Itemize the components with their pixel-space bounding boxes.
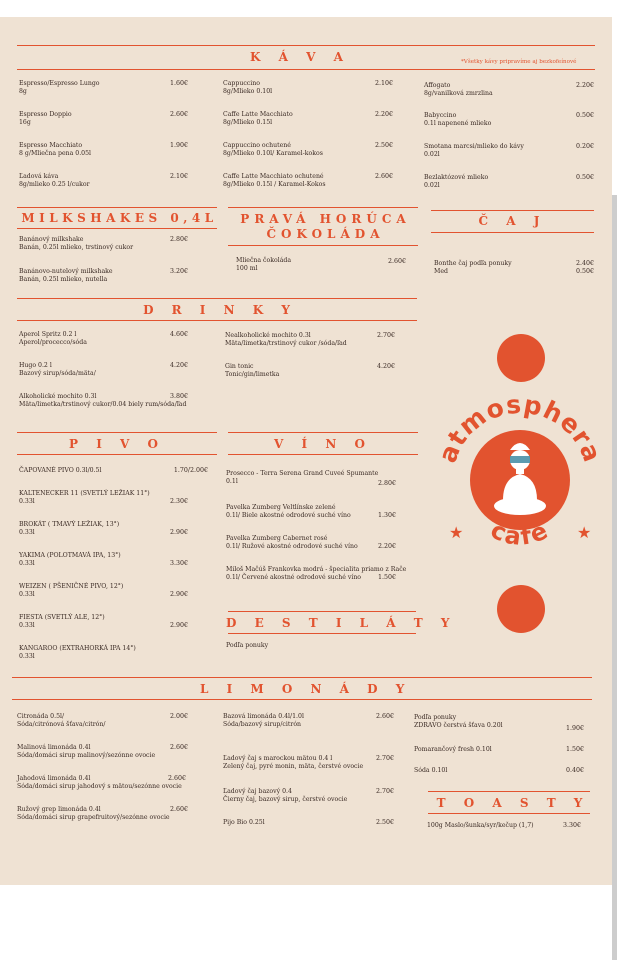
pivo-bottom-rule bbox=[17, 454, 217, 455]
limonady-item: Bazová limonáda 0.4l/1.0l Sóda/bazový sirup/citrón bbox=[223, 713, 304, 728]
logo-star-left: ★ bbox=[449, 523, 464, 542]
drinky-item: Aperol Spritz 0.2 l Aperol/procecco/sóda bbox=[19, 331, 87, 346]
limonady-item: Malinová limonáda 0.4l Sóda/domáci sirup malinový/sezónne ovocie bbox=[17, 744, 156, 759]
kava-bottom-rule bbox=[17, 69, 595, 70]
pivo-item: WEIZEN ( PŠENIČNÉ PIVO, 12°) 0.33l bbox=[19, 583, 124, 598]
logo-star-right: ★ bbox=[577, 523, 592, 542]
limonady-item: Jahodová limonáda 0.4l Sóda/domáci sirup jahodový s mätou/sezónne ovocie bbox=[17, 775, 182, 790]
drinky-item: Gin tonic Tonic/gin/limetka bbox=[225, 363, 280, 378]
milkshakes-bottom-rule bbox=[17, 228, 217, 229]
pivo-item: BROKÁT ( TMAVÝ LEŽIAK, 13°) 0.33l bbox=[19, 521, 120, 536]
kava-price: 1.90€ bbox=[169, 142, 188, 149]
kava-item: Cappuccino 8g/Mlieko 0.10l bbox=[223, 80, 273, 95]
caj-title: Č A J bbox=[478, 214, 547, 228]
destilaty-title: D E S T I L Á T Y bbox=[226, 616, 457, 630]
drinky-item: Nealkoholické mochito 0.3l Mäta/limetka/trstinový cukor /sóda/ľad bbox=[225, 332, 347, 347]
limonady-item: Citronáda 0.5l/ Sóda/citrónová šťava/citrón/ bbox=[17, 713, 106, 728]
limonady-title: L I M O N Á D Y bbox=[200, 682, 412, 696]
cokolada-title-line2: ČOKOLÁDA bbox=[266, 227, 385, 241]
limonady-item: Pomarančový fresh 0.10l bbox=[414, 746, 492, 753]
kava-item: Espresso/Espresso Lungo 8g bbox=[19, 80, 100, 95]
drinky-title: D R I N K Y bbox=[143, 303, 297, 317]
mask-icon bbox=[510, 456, 530, 463]
pivo-price: 2.90€ bbox=[169, 529, 188, 536]
drinky-price: 2.70€ bbox=[376, 332, 395, 339]
limonady-price: 2.00€ bbox=[169, 713, 188, 720]
toasty-price: 3.30€ bbox=[562, 822, 581, 829]
pivo-item: YAKIMA (POLOTMAVÁ IPA, 13°) 0.33l bbox=[19, 552, 121, 567]
cokolada-item: Mliečna čokoláda 100 ml bbox=[236, 257, 292, 272]
atmosphera-cafe-logo bbox=[425, 388, 615, 573]
kava-item: Cappuccino ochutené 8g/Mlieko 0.10l/ Karamel-kokos bbox=[223, 142, 323, 157]
destilaty-bottom-rule bbox=[228, 633, 416, 634]
kava-price: 2.10€ bbox=[169, 173, 188, 180]
kava-item: Bezlaktózové mlieko 0.02l bbox=[424, 174, 489, 189]
limonady-item: Ľadový čaj bazový 0.4 Čierny čaj, bazový sirup, čerstvé ovocie bbox=[223, 788, 348, 803]
vino-item: Prosecco - Terra Serena Grand Cuveé Spumante 0.1l bbox=[226, 470, 379, 485]
limonady-top-rule bbox=[12, 677, 592, 678]
kava-price: 0.20€ bbox=[575, 143, 594, 150]
cokolada-price: 2.60€ bbox=[387, 258, 406, 265]
kava-item: Babyccino 0.1l napenené mlieko bbox=[424, 112, 492, 127]
kava-top-rule bbox=[17, 45, 595, 46]
drinky-price: 4.20€ bbox=[376, 363, 395, 370]
caj-price: 2.40€ 0.50€ bbox=[575, 260, 594, 275]
vino-bottom-rule bbox=[228, 454, 418, 455]
kava-price: 2.20€ bbox=[374, 111, 393, 118]
limonady-price: 2.50€ bbox=[375, 819, 394, 826]
kava-item: Smotana marcsi/mlieko do kávy 0.02l bbox=[424, 143, 524, 158]
caj-top-rule bbox=[431, 210, 594, 211]
milkshake-item: Banánový milkshake Banán, 0.25l mlieko, trstinový cukor bbox=[19, 236, 134, 251]
drinky-price: 3.80€ bbox=[169, 393, 188, 400]
kava-item: Caffe Latte Macchiato ochutené 8g/Mlieko 0.15l / Karamel-Kokos bbox=[223, 173, 326, 188]
limonady-item: Sóda 0.10l bbox=[414, 767, 448, 774]
toasty-top-rule bbox=[428, 791, 590, 792]
limonady-item: Podľa ponuky ZDRAVO čerstvá šťava 0.20l bbox=[414, 714, 503, 729]
limonady-bottom-rule bbox=[12, 699, 592, 700]
cokolada-title-line1: PRAVÁ HORÚCA bbox=[240, 212, 411, 226]
pivo-price: 2.30€ bbox=[169, 498, 188, 505]
drinky-bottom-rule bbox=[17, 320, 417, 321]
vino-price: 1.30€ bbox=[377, 512, 396, 519]
limonady-price: 2.60€ bbox=[375, 713, 394, 720]
limonady-price: 2.70€ bbox=[375, 788, 394, 795]
caj-item: Bonthe čaj podľa ponuky Med bbox=[434, 260, 512, 275]
kava-item: Espresso Macchiato 8 g/Mliečna pena 0.05l bbox=[19, 142, 92, 157]
limonady-price: 2.60€ bbox=[169, 806, 188, 813]
drinky-item: Hugo 0.2 l Bazový sirup/sóda/mäta/ bbox=[19, 362, 96, 377]
milkshake-price: 3.20€ bbox=[169, 268, 188, 275]
pivo-top-rule bbox=[17, 432, 217, 433]
kava-price: 2.20€ bbox=[575, 82, 594, 89]
limonady-item: Pijo Bio 0.25l bbox=[223, 819, 265, 826]
milkshake-price: 2.80€ bbox=[169, 236, 188, 243]
cokolada-title bbox=[228, 212, 423, 242]
pivo-price: 3.30€ bbox=[169, 560, 188, 567]
pivo-item: KALTENECKER 11 (SVETLÝ LEŽIAK 11°) 0.33l bbox=[19, 490, 150, 505]
toasty-bottom-rule bbox=[428, 813, 590, 814]
logo-top-dot bbox=[497, 334, 545, 382]
milkshakes-top-rule bbox=[17, 207, 217, 208]
limonady-item: Ľadový čaj s marockou mätou 0.4 l Zelený čaj, pyré monin, mäta, čerstvé ovocie bbox=[223, 755, 364, 770]
destilaty-text: Podľa ponuky bbox=[226, 642, 269, 649]
vino-top-rule bbox=[228, 432, 418, 433]
kava-price: 0.50€ bbox=[575, 174, 594, 181]
milkshakes-title: MILKSHAKES 0,4L bbox=[21, 211, 218, 225]
toasty-item: 100g Maslo/šunka/syr/kečup (1,7) bbox=[427, 822, 534, 829]
vino-item: Pavelka Zumberg Veltlínske zelené 0.1l/ Biele akostné odrodové suché víno bbox=[226, 504, 351, 519]
milkshake-item: Banánovo-nutelový milkshake Banán, 0.25l mlieko, nutella bbox=[19, 268, 113, 283]
pivo-price: 2.90€ bbox=[169, 622, 188, 629]
logo-bottom-dot bbox=[497, 585, 545, 633]
kava-price: 2.60€ bbox=[374, 173, 393, 180]
vino-price: 2.20€ bbox=[377, 543, 396, 550]
kava-item: Ľadová káva 8g/mlieko 0.25 l/cukor bbox=[19, 173, 90, 188]
kava-item: Caffe Latte Macchiato 8g/Mlieko 0.15l bbox=[223, 111, 293, 126]
limonady-price: 2.60€ bbox=[169, 744, 188, 751]
page-edge bbox=[612, 195, 617, 960]
limonady-price: 0.40€ bbox=[565, 767, 584, 774]
destilaty-top-rule bbox=[228, 611, 416, 612]
cokolada-top-rule bbox=[228, 207, 418, 208]
drinky-price: 4.20€ bbox=[169, 362, 188, 369]
pivo-item: ČAPOVANÉ PIVO 0.3l/0.5l bbox=[19, 467, 102, 474]
pivo-title: P I V O bbox=[69, 437, 165, 451]
drinky-item: Alkoholické mochito 0.3l Mäta/limetka/trstinový cukor/0.04 biely rum/sóda/ľad bbox=[19, 393, 187, 408]
toasty-title: T O A S T Y bbox=[436, 796, 590, 810]
limonady-price: 2.70€ bbox=[375, 755, 394, 762]
limonady-price: 1.50€ bbox=[565, 746, 584, 753]
vino-item: Pavelka Zumberg Cabernet rosé 0.1l/ Ružové akostné odrodové suché víno bbox=[226, 535, 358, 550]
vino-title: V Í N O bbox=[274, 437, 372, 451]
limonady-price: 2.60€ bbox=[167, 775, 186, 782]
kava-price: 2.10€ bbox=[374, 80, 393, 87]
pivo-item: KANGAROO (EXTRAHORKÁ IPA 14°) 0.33l bbox=[19, 645, 136, 660]
kava-price: 0.50€ bbox=[575, 112, 594, 119]
kava-price: 1.60€ bbox=[169, 80, 188, 87]
vino-price: 2.80€ bbox=[377, 480, 396, 487]
cokolada-bottom-rule bbox=[228, 245, 418, 246]
logo-top-text: atmosphera bbox=[432, 389, 608, 467]
kava-item: Espresso Doppio 16g bbox=[19, 111, 72, 126]
kava-note: *Všetky kávy pripravíme aj bezkofeínové bbox=[461, 59, 577, 65]
vino-item: Miloš Mačúš Frankovka modrá - špecialita priamo z Rače 0.1l/ Červené akostné odrodové suché víno bbox=[226, 566, 407, 581]
logo-bottom-text: cafe bbox=[486, 515, 554, 552]
drinky-price: 4.60€ bbox=[169, 331, 188, 338]
pivo-price: 2.90€ bbox=[169, 591, 188, 598]
limonady-price: 1.90€ bbox=[565, 725, 584, 732]
vino-price: 1.50€ bbox=[377, 574, 396, 581]
limonady-item: Ružový grep limonáda 0.4l Sóda/domáci sirup grapefruitový/sezónne ovocie bbox=[17, 806, 170, 821]
kava-title: K Á V A bbox=[250, 50, 350, 64]
pivo-item: FIESTA (SVETLÝ ALE, 12°) 0.33l bbox=[19, 614, 105, 629]
kava-price: 2.50€ bbox=[374, 142, 393, 149]
kava-price: 2.60€ bbox=[169, 111, 188, 118]
kava-item: Affogato 8g/vanilková zmrzlina bbox=[424, 82, 493, 97]
caj-bottom-rule bbox=[431, 232, 594, 233]
pivo-price: 1.70/2.00€ bbox=[173, 467, 208, 474]
drinky-top-rule bbox=[17, 298, 417, 299]
